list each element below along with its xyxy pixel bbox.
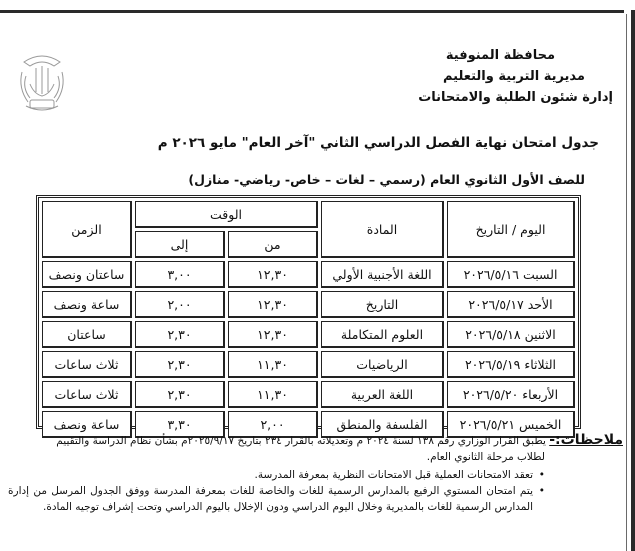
notes-intro: يطبق القرار الوزاري رقم ١٣٨ لسنة ٢٠٢٤ م وتعديلاته بالقرار ٢٣٤ بتاريخ ٢٠٢٥/٩/١٧م بشأن نظام الدراسة والتقييم [56,435,546,447]
note-bullet: • يتم امتحان المستوي الرفيع بالمدارس الرسمية للغات والخاصة للغات بمعرفة المدرسة ووفق الجدول المرسل من إدارة المدارس الرسمية للغات بالمديرية وخلال اليوم الدراسي ودون الإخلال باليوم الدراسي وتحت إشراف توجيه المادة. [8,483,545,515]
row-from: ١١,٣٠ [228,351,318,378]
header-time: الوقت [135,201,318,228]
table-row [42,291,575,318]
row-subject: اللغة الأجنبية الأولي [321,261,444,288]
row-subject: الفلسفة والمنطق [321,411,444,438]
table-row [42,381,575,408]
table-row [42,351,575,378]
row-subject: التاريخ [321,291,444,318]
row-subject: الرياضيات [321,351,444,378]
row-to: ٣,٠٠ [135,261,225,288]
table-header-row [42,201,575,228]
directorate-name: مديرية التربية والتعليم [442,69,585,84]
exam-schedule-table [36,195,581,432]
row-subject: العلوم المتكاملة [321,321,444,348]
document-header [418,45,613,108]
row-from: ١٢,٣٠ [228,261,318,288]
row-to: ٢,٣٠ [135,381,225,408]
notes-intro-continued: لطلاب مرحلة الثانوي العام. [426,451,545,463]
header-from: من [228,231,318,258]
row-date: الاثنين ٢٠٢٦/٥/١٨ [447,321,575,348]
right-border-rule [631,10,635,551]
row-to: ٢,٠٠ [135,291,225,318]
top-border-rule [0,10,624,13]
notes-label: ملاحظات:- [549,432,623,448]
row-duration: ثلاث ساعات [42,381,132,408]
row-duration: ثلاث ساعات [42,351,132,378]
row-date: السبت ٢٠٢٦/٥/١٦ [447,261,575,288]
row-duration: ساعتان ونصف [42,261,132,288]
governorate-name: محافظة المنوفية [445,48,555,63]
header-date: اليوم / التاريخ [447,201,575,258]
row-date: الخميس ٢٠٢٦/٥/٢١ [447,411,575,438]
header-subject: المادة [321,201,444,258]
row-date: الأحد ٢٠٢٦/٥/١٧ [447,291,575,318]
row-duration: ساعة ونصف [42,411,132,438]
row-to: ٣,٣٠ [135,411,225,438]
schedule-title: جدول امتحان نهاية الفصل الدراسي الثاني "آخر العام" مايو ٢٠٢٦ م [157,135,599,151]
row-from: ١٢,٣٠ [228,321,318,348]
header-to: إلى [135,231,225,258]
row-from: ٢,٠٠ [228,411,318,438]
row-from: ١١,٣٠ [228,381,318,408]
header-duration: الزمن [42,201,132,258]
eagle-emblem-icon [16,48,68,116]
row-from: ١٢,٣٠ [228,291,318,318]
row-to: ٢,٣٠ [135,351,225,378]
row-duration: ساعة ونصف [42,291,132,318]
department-name: إدارة شئون الطلبة والامتحانات [418,90,613,105]
notes-section [8,432,623,515]
row-subject: اللغة العربية [321,381,444,408]
schedule-subtitle: للصف الأول الثانوي العام (رسمي – لغات – خاص- رياضي- منازل) [188,172,585,187]
row-date: الأربعاء ٢٠٢٦/٥/٢٠ [447,381,575,408]
table-row [42,321,575,348]
notes-bullet-list [8,467,623,515]
note-bullet: • تعقد الامتحانات العملية قبل الامتحانات النظرية بمعرفة المدرسة. [8,467,545,483]
row-date: الثلاثاء ٢٠٢٦/٥/١٩ [447,351,575,378]
right-inner-rule [626,14,627,551]
row-to: ٢,٣٠ [135,321,225,348]
table-row [42,261,575,288]
row-duration: ساعتان [42,321,132,348]
